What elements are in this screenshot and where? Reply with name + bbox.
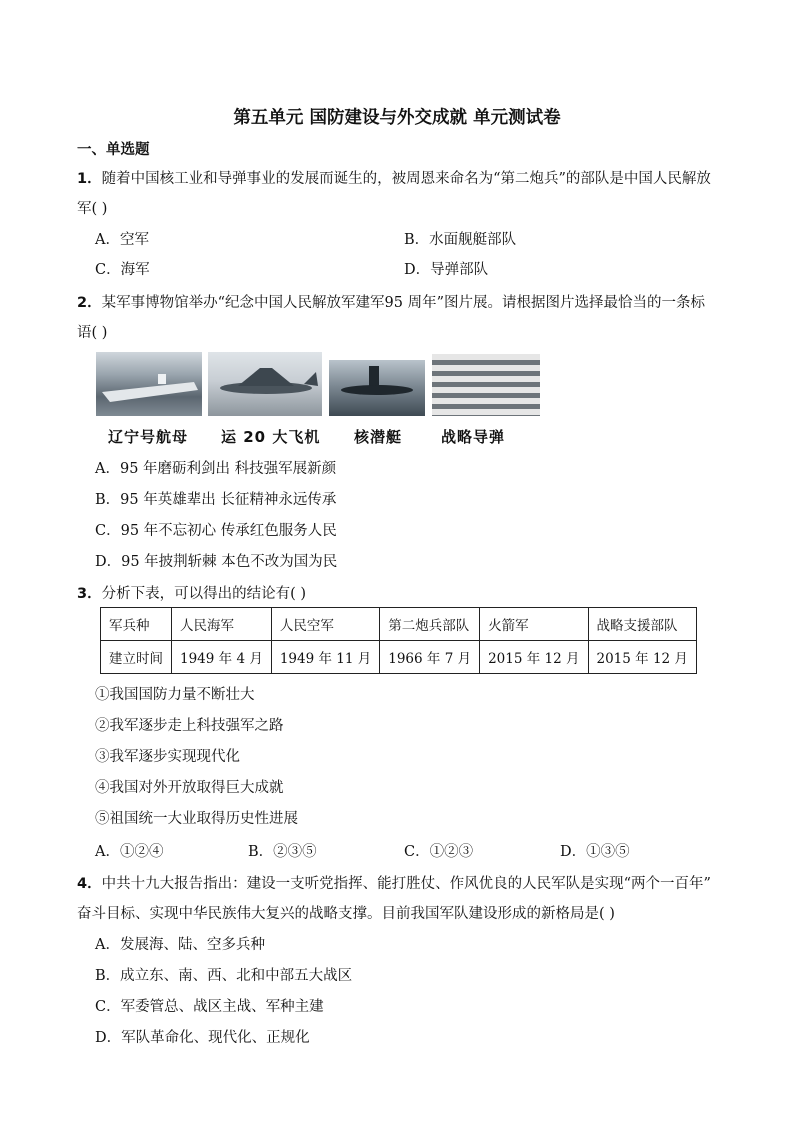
q4-option-c[interactable]: C．军委管总、战区主战、军种主建	[95, 999, 324, 1015]
aircraft-carrier-photo	[96, 352, 202, 416]
table-cell: 1949 年 11 月	[271, 641, 379, 674]
q4-option-a[interactable]: A．发展海、陆、空多兵种	[95, 937, 265, 953]
q1-line1: 1．随着中国核工业和导弹事业的发展而诞生的，被周恩来命名为“第二炮兵”的部队是中国人民解放	[77, 171, 711, 187]
strategic-missile-photo	[432, 354, 540, 416]
q2-number: 2．	[77, 295, 102, 311]
section-heading: 一、单选题	[77, 142, 150, 158]
table-cell: 人民空军	[271, 608, 379, 641]
q3-statement-1: ①我国国防力量不断壮大	[95, 687, 255, 703]
table-cell: 军兵种	[101, 608, 172, 641]
q2-option-d[interactable]: D．95 年披荆斩棘 本色不改为国为民	[95, 554, 338, 570]
caption-carrier: 辽宁号航母	[108, 428, 189, 446]
q4-option-b[interactable]: B．成立东、南、西、北和中部五大战区	[95, 968, 353, 984]
table-cell: 1949 年 4 月	[172, 641, 272, 674]
q2-option-c[interactable]: C．95 年不忘初心 传承红色服务人民	[95, 523, 337, 539]
caption-missile: 战略导弹	[441, 428, 506, 446]
q3-option-a[interactable]: A．①②④	[95, 844, 164, 860]
q4-line2: 奋斗目标、实现中华民族伟大复兴的战略支撑。目前我国军队建设形成的新格局是( )	[77, 906, 615, 922]
q3-option-c[interactable]: C．①②③	[404, 844, 474, 860]
table-cell: 2015 年 12 月	[480, 641, 588, 674]
q2-option-a[interactable]: A．95 年磨砺利剑出 科技强军展新颜	[95, 461, 337, 477]
table-cell: 战略支援部队	[588, 608, 696, 641]
q1-option-b[interactable]: B．水面舰艇部队	[404, 232, 517, 248]
page-title: 第五单元 国防建设与外交成就 单元测试卷	[233, 108, 561, 128]
table-cell: 2015 年 12 月	[588, 641, 696, 674]
q3-statement-3: ③我军逐步实现现代化	[95, 749, 240, 765]
q1-line2: 军( )	[77, 201, 108, 217]
q1-number: 1．	[77, 171, 102, 187]
q1-option-c[interactable]: C．海军	[95, 262, 150, 278]
table-row	[101, 641, 697, 674]
transport-aircraft-photo	[208, 352, 322, 416]
q3-table	[100, 607, 697, 674]
q3-statement-4: ④我国对外开放取得巨大成就	[95, 780, 284, 796]
caption-aircraft: 运 20 大飞机	[221, 428, 321, 446]
table-cell: 1966 年 7 月	[380, 641, 480, 674]
q1-option-d[interactable]: D．导弹部队	[404, 262, 489, 278]
q3-option-d[interactable]: D．①③⑤	[560, 844, 630, 860]
table-cell: 人民海军	[172, 608, 272, 641]
q1-option-a[interactable]: A．空军	[95, 232, 149, 248]
q3-option-b[interactable]: B．②③⑤	[248, 844, 317, 860]
q3-line1: 3．分析下表，可以得出的结论有( )	[77, 586, 307, 602]
table-row	[101, 608, 697, 641]
table-cell: 第二炮兵部队	[380, 608, 480, 641]
q4-option-d[interactable]: D．军队革命化、现代化、正规化	[95, 1030, 310, 1046]
q3-statement-5: ⑤祖国统一大业取得历史性进展	[95, 811, 298, 827]
q3-statement-2: ②我军逐步走上科技强军之路	[95, 718, 284, 734]
q4-line1: 4．中共十九大报告指出：建设一支听党指挥、能打胜仗、作风优良的人民军队是实现“两个一百年”	[77, 876, 711, 892]
q4-number: 4．	[77, 876, 102, 892]
table-cell: 火箭军	[480, 608, 588, 641]
q2-photo-strip	[96, 352, 542, 452]
q3-number: 3．	[77, 586, 102, 602]
caption-submarine: 核潜艇	[354, 428, 403, 446]
submarine-photo	[329, 360, 425, 416]
q2-line1: 2．某军事博物馆举办“纪念中国人民解放军建军95 周年”图片展。请根据图片选择最恰当的一条标	[77, 295, 705, 311]
q2-line2: 语( )	[77, 325, 108, 341]
table-cell: 建立时间	[101, 641, 172, 674]
q2-option-b[interactable]: B．95 年英雄辈出 长征精神永远传承	[95, 492, 337, 508]
